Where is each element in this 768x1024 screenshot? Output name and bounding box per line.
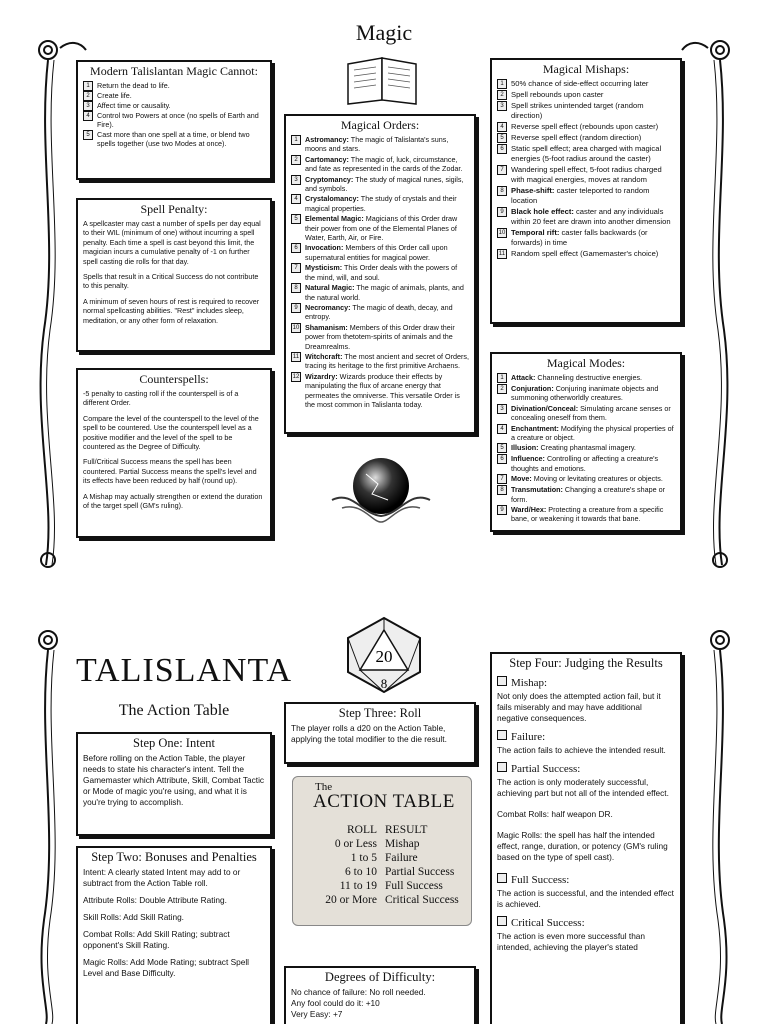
list-item: 2 Cartomancy: The magic of, luck, circumstance, and fate as represented in the cards of the Zodar. xyxy=(291,155,469,174)
die-icon: 6 xyxy=(497,144,507,154)
die-icon: 4 xyxy=(291,194,301,204)
die-icon: 1 xyxy=(83,81,93,91)
list-item: 6 Influence: Controlling or affecting a creature's thoughts and emotions. xyxy=(497,454,675,473)
result-text: The action is even more successful than intended, achieving the player's stated xyxy=(497,931,646,952)
page-subtitle: The Action Table xyxy=(118,702,230,719)
magical-modes-box xyxy=(490,352,682,532)
result-text: Magic Rolls: the spell has half the intended effect, range, duration, or potency (GM's ruling based on the type of spell cast). xyxy=(497,830,668,862)
die-icon: 7 xyxy=(291,263,301,273)
die-icon: 2 xyxy=(497,384,507,394)
action-table: ROLL RESULT 0 or Less Mishap 1 to 5 Failure 6 to 10 Partial Success 11 to 19 Full Success 20 or More Critical Success xyxy=(293,823,471,907)
list-item: 5 Cast more than one spell at a time, or blend two spells together (use two Modes at once). xyxy=(83,130,265,149)
die-icon: 7 xyxy=(497,474,507,484)
list-item: 2 Create life. xyxy=(83,91,265,101)
box-title: Spell Penalty: xyxy=(140,202,208,216)
result-heading: Full Success: xyxy=(497,873,675,886)
list-item: 9 Ward/Hex: Protecting a creature from a specific bane, or weakening it towards that bane. xyxy=(497,505,675,524)
die-icon: 3 xyxy=(83,101,93,111)
table-row: 20 or More Critical Success xyxy=(325,894,459,906)
list-item: 11 Witchcraft: The most ancient and secret of Orders, tracing its heritage to the first primitive Archaens. xyxy=(292,351,469,371)
result-text: The action fails to achieve the intended result. xyxy=(497,745,666,755)
list-item: 1 50% chance of side-effect occurring later xyxy=(497,79,675,89)
list-item: 3 Divination/Conceal: Simulating arcane senses or concealing oneself from them. xyxy=(497,404,675,423)
list-item: 7 Move: Moving or levitating creatures or objects. xyxy=(497,474,675,484)
die-icon: 7 xyxy=(497,165,507,175)
list-item: 6 Static spell effect; area charged with magical energies (5-foot radius around the caster) xyxy=(497,144,675,164)
die-icon: 2 xyxy=(497,90,507,100)
list-item: 1 Attack: Channeling destructive energies. xyxy=(497,373,675,383)
magical-mishaps-box xyxy=(490,58,682,324)
box-title: Step Four: Judging the Results xyxy=(509,656,663,670)
list-item: 9 Black hole effect: caster and any individuals within 20 feet are drawn into another dimension xyxy=(497,207,675,227)
die-icon: 11 xyxy=(498,251,506,257)
box-title: Modern Talislantan Magic Cannot: xyxy=(90,64,258,78)
list-item: 6 Invocation: Members of this Order call upon supernatural entities for magical power. xyxy=(291,243,469,262)
die-icon: 3 xyxy=(291,175,301,185)
box-title: Magical Modes: xyxy=(546,356,626,370)
die-icon: 2 xyxy=(83,91,93,101)
result-text: Combat Rolls: half weapon DR. xyxy=(497,809,613,819)
mishaps-list xyxy=(497,79,675,259)
step-one-box: Step One: Intent Before rolling on the Action Table, the player needs to state his character's intent. Tell the Gamemaster which Attribute, Skill, Combat Tactic or Mode of magic you're using, and what it is you're trying to accomplish. xyxy=(76,732,272,836)
list-item: 11 Random spell effect (Gamemaster's choice) xyxy=(498,249,659,258)
result-text: The action is successful, and the intended effect is achieved. xyxy=(497,888,674,909)
die-icon xyxy=(497,916,507,926)
box-title: Step One: Intent xyxy=(133,736,215,750)
d20-face-bottom: 8 xyxy=(380,676,388,691)
list-item: 4 Control two Powers at once (no spells of Earth and Fire). xyxy=(83,111,265,130)
die-icon: 9 xyxy=(291,303,301,313)
die-icon: 5 xyxy=(83,130,93,140)
list-item: 9 Necromancy: The magic of death, decay, and entropy. xyxy=(291,303,469,322)
list-item: 4 Reverse spell effect (rebounds upon caster) xyxy=(497,122,675,132)
spellbook-icon xyxy=(342,50,422,106)
list-item: 4 Crystalomancy: The study of crystals and their magical properties. xyxy=(291,194,469,213)
list-item: 5 Reverse spell effect (random direction) xyxy=(497,133,675,143)
list-item: 10 Shamanism: Members of this Order draw their power from thetotem-spirits of animals and the Dreamrealms. xyxy=(292,322,455,351)
die-icon: 9 xyxy=(497,505,507,515)
table-row: 1 to 5 Failure xyxy=(350,852,418,864)
action-table-page xyxy=(0,610,768,1024)
die-icon xyxy=(497,873,507,883)
list-item: 2 Conjuration: Conjuring inanimate objects and summoning otherworldly creatures. xyxy=(497,384,675,403)
list-item: 5 Illusion: Creating phantasmal imagery. xyxy=(497,443,675,453)
die-icon: 6 xyxy=(497,454,507,464)
list-item: 12 Wizardry: Wizards produce their effects by manipulating the flux of arcane energy that permeates the omniverse. This versatile Order is the most common in Talislanta today. xyxy=(292,371,460,409)
d20-face-top: 20 xyxy=(375,647,393,666)
box-title: Counterspells: xyxy=(139,372,209,386)
die-icon: 1 xyxy=(497,79,507,89)
list-item: 7 Mysticism: This Order deals with the powers of the mind, will, and soul. xyxy=(291,263,469,282)
list-item: 3 Affect time or causality. xyxy=(83,101,265,111)
degrees-box: Degrees of Difficulty: No chance of failure: No roll needed. Any fool could do it: +10 Very Easy: +7 xyxy=(284,966,476,1024)
crystal-ball-icon xyxy=(322,450,440,530)
die-icon: 5 xyxy=(497,443,507,453)
die-icon: 6 xyxy=(291,243,301,253)
die-icon: 11 xyxy=(292,353,300,360)
die-icon: 4 xyxy=(497,122,507,132)
step-two-box: Step Two: Bonuses and Penalties Intent: A clearly stated Intent may add to or subtract from the Action Table roll. Attribute Rolls: Double Attribute Rating. Skill Rolls: Add Skill Rating. Combat Rolls: Add Skill Rating; subtract opponent's Skill Rating. Magic Rolls: Add Mode Rating; subtract Spell Level and Base Difficulty. xyxy=(76,846,272,1024)
list-item: 3 Spell strikes unintended target (random direction) xyxy=(497,101,675,121)
spell-penalty-box: Spell Penalty: A spellcaster may cast a number of spells per day equal to their WIL (minimum of one) without incurring a spell penalty. Each time a spell is cast beyond this limit, the magician incurs a cumulative penalty of -1 on further spell casting die rolls for that day. Spells that result in a Critical Success do not contribute to this penalty. A minimum of seven hours of rest is required to recover normal spellcasting abilities. "Rest" includes sleep, meditation, or any other form of relaxation. xyxy=(76,198,272,352)
d20-die-icon xyxy=(344,616,424,694)
die-icon: 10 xyxy=(498,230,506,236)
die-icon: 9 xyxy=(497,207,507,217)
die-icon: 8 xyxy=(497,186,507,196)
list-item: 4 Enchantment: Modifying the physical properties of a creature or object. xyxy=(497,424,675,443)
result-text: The action is only moderately successful, achieving part but not all of the intended effect. xyxy=(497,777,669,798)
result-heading: Critical Success: xyxy=(497,916,675,929)
page-gap xyxy=(0,580,768,610)
die-icon xyxy=(497,676,507,686)
box-title: Magical Orders: xyxy=(340,118,420,132)
step-four-box xyxy=(490,652,682,1024)
result-heading: Partial Success: xyxy=(497,762,675,775)
list-item: 3 Cryptomancy: The study of magical runes, sigils, and symbols. xyxy=(291,175,469,194)
die-icon: 1 xyxy=(291,135,301,145)
die-icon: 4 xyxy=(497,424,507,434)
result-heading: Mishap: xyxy=(497,676,675,689)
box-title: Step Two: Bonuses and Penalties xyxy=(91,850,257,864)
list-item: 2 Spell rebounds upon caster xyxy=(497,90,675,100)
list-item: 1 Astromancy: The magic of Talislanta's suns, moons and stars. xyxy=(291,135,469,154)
list-item: 1 Return the dead to life. xyxy=(83,81,265,91)
table-row: 0 or Less Mishap xyxy=(334,838,420,850)
die-icon: 8 xyxy=(291,283,301,293)
modes-list xyxy=(497,373,675,524)
result-text: Not only does the attempted action fail, but it fails miserably and may have additional negative consequences. xyxy=(497,691,661,723)
action-table-scroll: The ACTION TABLE ROLL RESULT 0 or Less Mishap 1 to 5 Failure 6 to 10 Partial Success 11 to 19 Full Success 20 or More Critical Success xyxy=(292,776,472,926)
list-item: 7 Wandering spell effect, 5-foot radius charged with magical energies, moves at random xyxy=(497,165,675,185)
list-item: 5 Elemental Magic: Magicians of this Order draw their power from one of the Elemental Planes of Water, Earth, Air, or Fire. xyxy=(291,214,469,242)
die-icon: 5 xyxy=(291,214,301,224)
die-icon: 1 xyxy=(497,373,507,383)
step-three-box: Step Three: Roll The player rolls a d20 on the Action Table, applying the total modifier to the die result. xyxy=(284,702,476,764)
result-heading: Failure: xyxy=(497,730,675,743)
magic-cannot-box xyxy=(76,60,272,180)
die-icon: 12 xyxy=(292,373,300,380)
table-row: 6 to 10 Partial Success xyxy=(345,866,455,878)
box-title: Degrees of Difficulty: xyxy=(324,970,436,984)
box-title: Magical Mishaps: xyxy=(542,62,630,76)
counterspells-box: Counterspells: -5 penalty to casting roll if the counterspell is of a different Order. Compare the level of the counterspell to the level of the spell to be countered. Use the counterspell level as a positive modifier and the level of the spell to be countered as the Degree of Difficulty. Full/Critical Success means the spell has been countered. Partial Success means the spell's level and its effects have been reduced by half (round up). A Mishap may actually strengthen or extend the duration of the target spell (GM's ruling). xyxy=(76,368,272,538)
die-icon: 4 xyxy=(83,111,93,121)
die-icon: 5 xyxy=(497,133,507,143)
results-list xyxy=(497,676,675,953)
box-title: Step Three: Roll xyxy=(338,706,422,720)
die-icon: 2 xyxy=(291,155,301,165)
die-icon xyxy=(497,762,507,772)
list-item: 8 Transmutation: Changing a creature's shape or form. xyxy=(497,485,675,504)
die-icon xyxy=(497,730,507,740)
magical-orders-box xyxy=(284,114,476,434)
action-table-title: ACTION TABLE xyxy=(313,791,455,812)
die-icon: 8 xyxy=(497,485,507,495)
die-icon: 3 xyxy=(497,404,507,414)
die-icon: 10 xyxy=(292,324,300,331)
orders-list xyxy=(291,135,469,409)
talislanta-logo: TALISLANTA xyxy=(76,652,293,689)
list-item: 8 Natural Magic: The magic of animals, plants, and the natural world. xyxy=(291,283,469,302)
list-item: 10 Temporal rift: caster falls backwards (or forwards) in time xyxy=(498,228,648,247)
page-title: Magic xyxy=(355,20,413,45)
table-row: 11 to 19 Full Success xyxy=(339,880,443,892)
die-icon: 3 xyxy=(497,101,507,111)
list-item: 8 Phase-shift: caster teleported to random location xyxy=(497,186,675,206)
